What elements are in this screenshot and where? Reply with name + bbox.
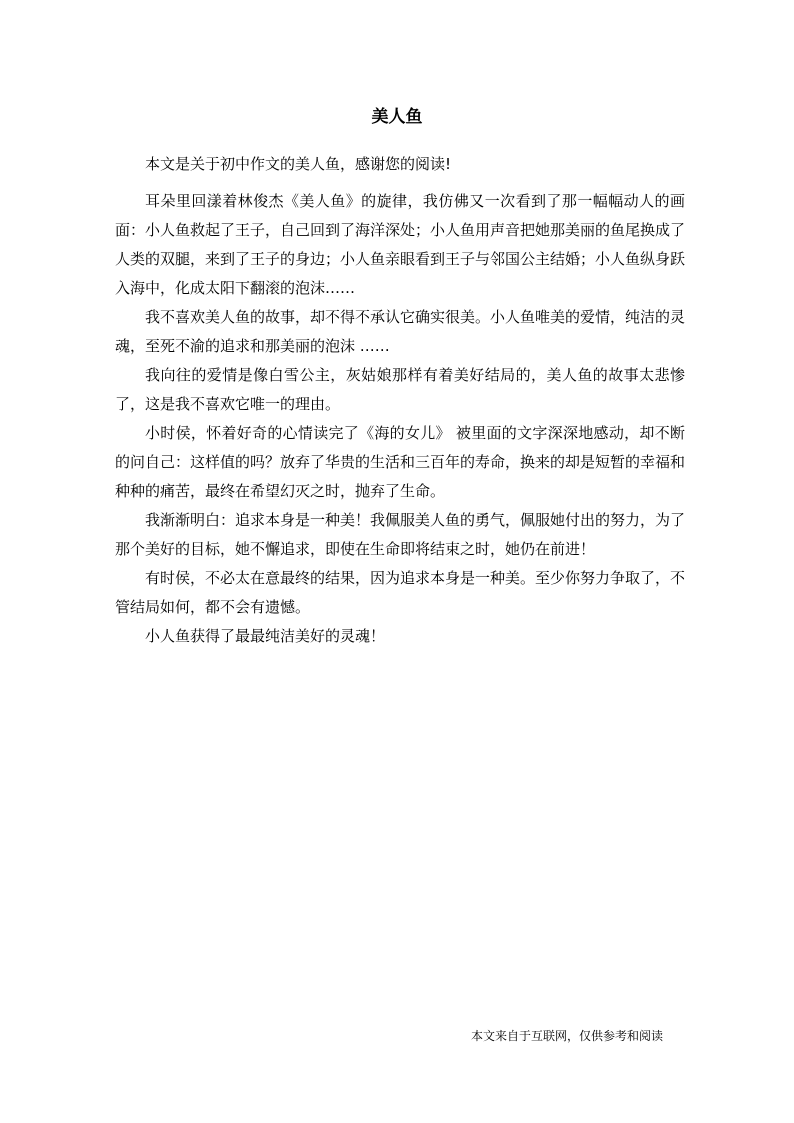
footer-note: 本文来自于互联网，仅供参考和阅读 (471, 1029, 664, 1043)
body-paragraph-3: 我向往的爱情是像白雪公主，灰姑娘那样有着美好结局的，美人鱼的故事太悲惨了，这是我不喜欢它唯一的理由。 (115, 366, 685, 413)
body-paragraph-1: 耳朵里回漾着林俊杰《美人鱼》的旋律，我仿佛又一次看到了那一幅幅动人的画面：小人鱼救起了王子，自己回到了海洋深处；小人鱼用声音把她那美丽的鱼尾换成了人类的双腿，来到了王子的身边；小人鱼亲眼看到王子与邻国公主结婚；小人鱼纵身跃入海中，化成太阳下翻滚的泡沫…… (115, 192, 686, 297)
body-paragraph-4: 小时侯，怀着好奇的心情读完了《海的女儿》 被里面的文字深深地感动，却不断的问自己：这样值的吗？放弃了华贵的生活和三百年的寿命，换来的却是短暂的幸福和种种的痛苦，最终在希望幻灭之时，抛弃了生命。 (115, 424, 686, 500)
document-title: 美人鱼 (371, 107, 423, 127)
body-paragraph-2: 我不喜欢美人鱼的故事，却不得不承认它确实很美。小人鱼唯美的爱情，纯洁的灵魂，至死不渝的追求和那美丽的泡沫 …… (115, 308, 686, 355)
document-body (115, 150, 685, 651)
body-paragraph-5: 我渐渐明白：追求本身是一种美！我佩服美人鱼的勇气，佩服她付出的努力，为了那个美好的目标，她不懈追求，即使在生命即将结束之时，她仍在前进！ (115, 511, 686, 558)
intro-paragraph: 本文是关于初中作文的美人鱼，感谢您的阅读! (145, 155, 452, 173)
body-paragraph-6: 有时侯，不必太在意最终的结果，因为追求本身是一种美。至少你努力争取了，不管结局如何，都不会有遗憾。 (115, 569, 686, 616)
body-paragraph-7: 小人鱼获得了最最纯洁美好的灵魂！ (145, 627, 386, 645)
